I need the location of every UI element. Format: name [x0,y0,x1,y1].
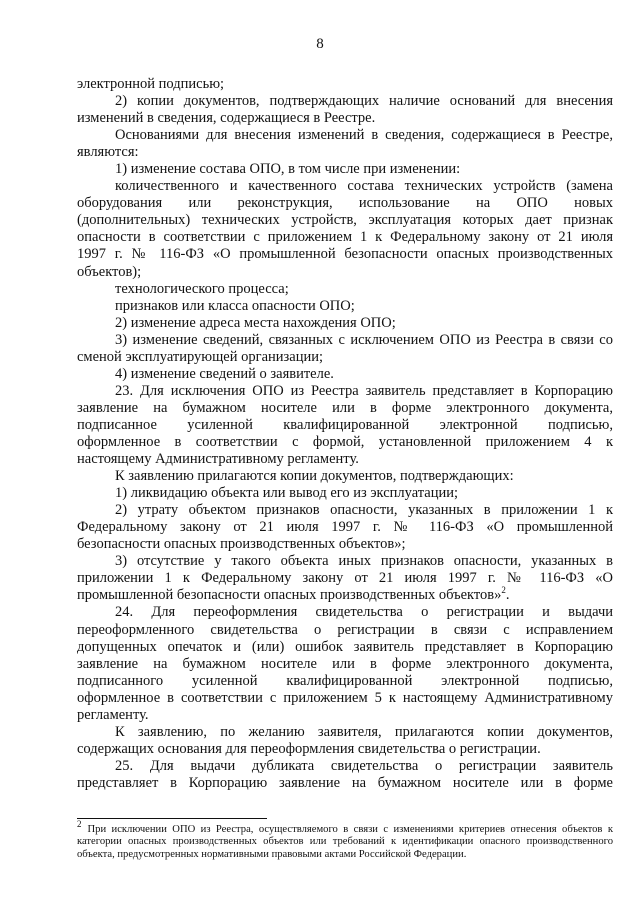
text-line [77,570,613,587]
text-line-content: настоящему Административному регламенту. [77,451,359,468]
text-line [77,639,613,656]
text-line-content: объектов); [77,263,142,280]
text-line-content: 3) отсутствие у такого объекта иных признаков опасности, указанных в [115,553,613,570]
text-line [77,587,613,604]
text-line [77,195,613,212]
text-line-content: 25. Для выдачи дубликата свидетельства о регистрации заявитель [115,757,613,774]
text-line-content: электронной подписью; [77,76,225,92]
text-line-content: являются: [77,144,139,161]
text-line [77,775,613,792]
text-line [77,724,613,741]
text-line [77,229,613,246]
text-line [77,604,613,621]
footnote-line [77,849,613,861]
text-line [77,741,613,758]
footnote-separator [77,818,267,819]
footnote [77,819,613,861]
text-line [77,485,613,502]
text-line [77,76,613,93]
text-line-tail: . [505,587,510,604]
text-line-content: подписанного усиленной квалифицированной электронной подписью, [77,672,613,689]
text-line-content: 1997 г. № 116-ФЗ «О промышленной безопасности опасных производственных [77,246,613,263]
footnote-line-content: категории опасных производственных объектов или требований к идентификации опасного производственного [77,836,613,848]
text-line-content: признаков или класса опасности ОПО; [115,297,355,314]
text-line-content: 1) изменение состава ОПО, в том числе при изменении: [115,161,461,178]
text-line [77,315,613,332]
text-line [77,246,613,263]
text-line [77,161,613,178]
text-line-content: К заявлению прилагаются копии документов, подтверждающих: [115,468,514,485]
text-line [77,349,613,366]
text-line-content: регламенту. [77,706,149,723]
text-line [77,110,613,127]
text-line-content: заявление на бумажном носителе или в форме электронного документа, [77,655,613,672]
text-line [77,502,613,519]
text-line [77,417,613,434]
text-line [77,144,613,161]
text-line [77,178,613,195]
text-line-content: 2) утрату объектом признаков опасности, указанных в приложении 1 к [115,502,613,519]
text-line-content: опасности в соответствии с приложением 1 к Федеральному закону от 21 июля [77,229,613,246]
text-line-content: промышленной безопасности опасных производственных объектов» [77,587,502,604]
text-line-content: изменений в сведения, содержащиеся в Реестре. [77,110,376,127]
text-line-content: Федеральному закону от 21 июля 1997 г. № 116-ФЗ «О промышленной [77,519,613,536]
text-line-content: (дополнительных) технических устройств, эксплуатация которых дает признак [77,212,613,229]
text-line-content: 3) изменение сведений, связанных с исключением ОПО из Реестра в связи со [115,331,613,348]
text-line-content: К заявлению, по желанию заявителя, прилагаются копии документов, [115,723,613,740]
text-line-content: подписанное усиленной квалифицированной электронной подписью, [77,416,613,433]
text-line [77,332,613,349]
text-line [77,673,613,690]
footnote-line-content: При исключении ОПО из Реестра, осуществляемого в связи с изменениями критериев отнесения объектов к [87,824,613,835]
footnote-line [77,819,613,836]
page-number: 8 [316,36,324,52]
text-line [77,468,613,485]
text-line-content: 1) ликвидацию объекта или вывод его из эксплуатации; [115,485,459,502]
text-line [77,758,613,775]
text-line [77,298,613,315]
text-line [77,127,613,144]
text-line [77,622,613,639]
text-line [77,690,613,707]
text-line-content: технологического процесса; [115,280,289,297]
text-line [77,656,613,673]
text-line [77,383,613,400]
text-line-content: количественного и качественного состава технических устройств (замена [115,178,613,195]
text-line-content: безопасности опасных производственных объектов»; [77,536,406,553]
text-line [77,536,613,553]
text-line [77,707,613,724]
footnote-mark: 2 [77,819,82,830]
text-line [77,451,613,468]
text-line-content: оформленное в соответствии с приложением 5 к настоящему Административному [77,689,613,706]
text-line [77,366,613,383]
text-line-content: сменой эксплуатирующей организации; [77,348,323,365]
text-line-content: 2) изменение адреса места нахождения ОПО; [115,314,396,331]
text-line-content: 4) изменение сведений о заявителе. [115,365,334,382]
text-line-content: приложении 1 к Федеральному закону от 21 июля 1997 г. № 116-ФЗ «О [77,570,613,587]
text-line [77,519,613,536]
text-line [77,553,613,570]
footnote-line [77,836,613,848]
text-line-content: заявление на бумажном носителе или в форме электронного документа, [77,399,613,416]
text-line [77,434,613,451]
text-line [77,212,613,229]
body-text [77,76,613,792]
text-line-content: оборудования или реконструкция, использование на ОПО новых [77,195,613,212]
text-line [77,281,613,298]
text-line [77,400,613,417]
text-line-content: Основаниями для внесения изменений в сведения, содержащиеся в Реестре, [115,127,613,144]
text-line-content: переоформленного свидетельства о регистрации в связи с исправлением [77,621,613,638]
text-line-content: представляет в Корпорацию заявление на бумажном носителе или в форме [77,774,613,791]
text-line-content: оформленное в соответствии с формой, установленной приложением 4 к [77,433,613,450]
text-line [77,264,613,281]
text-line-content: 24. Для переоформления свидетельства о регистрации и выдачи [115,604,613,621]
text-line-content: содержащих основания для переоформления свидетельства о регистрации. [77,740,541,757]
footnote-line-content: объекта, предусмотренных нормативными правовыми актами Российской Федерации. [77,848,467,860]
text-line-content: 2) копии документов, подтверждающих наличие оснований для внесения [115,93,613,110]
footnote-reference: 2 [501,585,506,596]
text-line-content: допущенных опечаток и (или) ошибок заявитель представляет в Корпорацию [77,638,613,655]
text-line-content: 23. Для исключения ОПО из Реестра заявитель представляет в Корпорацию [115,382,613,399]
text-line [77,93,613,110]
